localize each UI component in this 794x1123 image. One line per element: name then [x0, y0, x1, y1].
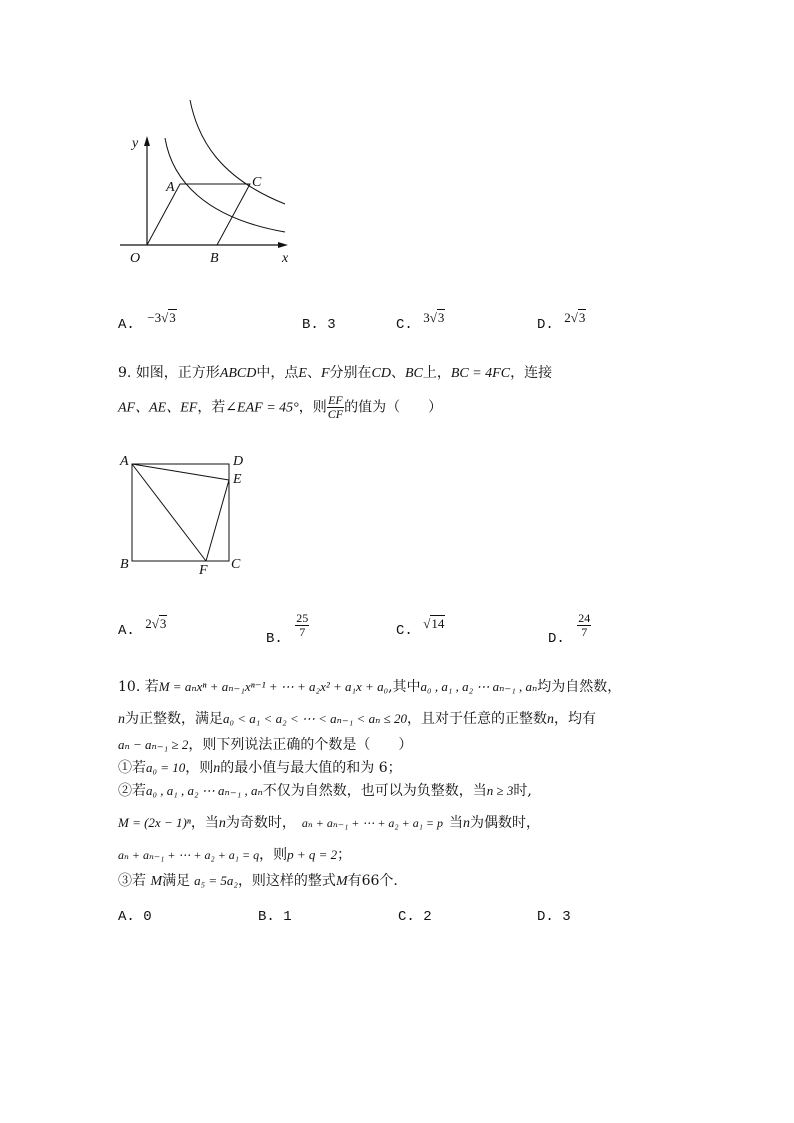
q10-option-letter: D.	[537, 909, 554, 925]
q8-option-letter: C.	[396, 317, 413, 333]
q10-text: 满足	[162, 873, 191, 889]
q9-frac-den: CF	[327, 407, 344, 421]
q10-text: ，均有	[553, 711, 596, 727]
q9-b-num: 25	[296, 611, 309, 625]
q10-text: 为奇数时，	[225, 815, 296, 831]
q8-x-arrow	[278, 242, 288, 248]
q10-n: n	[462, 816, 470, 831]
q10-text: ②若	[118, 783, 146, 799]
q9-text: 如图，正方形	[135, 365, 220, 381]
q9-option-letter: B.	[266, 630, 283, 647]
q9-a-coef: 2	[145, 616, 152, 631]
q10-text: 不仅为自然数，也可以为负整数，当	[262, 783, 487, 799]
q9-point-f: F	[320, 366, 330, 381]
q10-option-c[interactable]	[398, 909, 432, 925]
q8-y-label: y	[132, 136, 139, 151]
q8-a-radicand: 3	[169, 310, 176, 325]
q8-b-value: 3	[327, 317, 336, 333]
q10-text: ①若	[118, 760, 146, 776]
q10-c-value: 2	[423, 909, 432, 925]
q10-statement-2b	[118, 812, 540, 832]
q8-b-label: B	[210, 251, 219, 266]
q9-text: 、	[306, 365, 321, 381]
q9-b-den: 7	[299, 625, 306, 639]
q9-d-num: 24	[578, 611, 591, 625]
q9-segments: AF、AE、EF	[118, 400, 198, 416]
q10-s3-condition: a₅ = 5a₂	[194, 873, 238, 888]
q9-figure	[112, 450, 262, 580]
q8-a-coef: −3	[147, 310, 162, 325]
q10-line3	[118, 734, 412, 754]
q8-x-label: x	[282, 251, 289, 266]
q10-text: 均为自然数，	[537, 679, 622, 695]
q10-m: M	[150, 874, 163, 889]
q9-option-letter: A.	[118, 623, 135, 639]
q9-text: ，连接	[510, 365, 553, 381]
q10-number: 10.	[118, 679, 141, 695]
q9-c-radicand: 14	[431, 616, 445, 631]
q9-number: 9.	[118, 365, 132, 381]
q9-text: ，若∠	[197, 399, 238, 416]
q8-parallelogram	[147, 184, 250, 245]
q10-line2	[118, 708, 596, 728]
q10-text: ，则	[185, 760, 214, 776]
q10-text: 时,	[513, 783, 532, 799]
q9-label-c: C	[231, 557, 241, 572]
q10-s2-q: aₙ + aₙ₋₁ + ⋯ + a₂ + a₁ = q	[118, 848, 260, 862]
q8-c-label: C	[252, 175, 262, 190]
q8-outer-curve	[190, 100, 285, 204]
q9-d-den: 7	[581, 625, 588, 639]
q8-c-radicand: 3	[437, 310, 445, 325]
q8-inner-curve	[165, 138, 285, 232]
q9-text: 、	[390, 365, 405, 381]
q9-square	[132, 464, 229, 561]
q10-text: ，当	[190, 815, 219, 831]
q8-a-label: A	[166, 180, 175, 195]
q9-text: 中，点	[256, 365, 299, 381]
q10-text: 的最小值与最大值的和为 6；	[220, 760, 402, 776]
q9-fraction	[327, 394, 344, 421]
q9-segment-ae	[132, 464, 229, 480]
q9-angle: EAF = 45°	[237, 400, 299, 416]
q9-segment-ef	[206, 480, 229, 561]
q10-text: ，且对于任意的正整数	[406, 711, 547, 727]
q10-s2-condition: n ≥ 3	[486, 783, 514, 798]
q10-n: n	[546, 712, 554, 727]
q9-line2	[118, 394, 442, 421]
q9-label-b: B	[120, 557, 129, 572]
q8-option-letter: A.	[118, 317, 135, 333]
q10-option-letter: A.	[118, 909, 135, 925]
q10-b-value: 1	[283, 909, 292, 925]
q9-label-d: D	[233, 454, 244, 469]
q10-statement-2a	[118, 780, 532, 800]
q10-option-letter: B.	[258, 909, 275, 925]
q9-text: 上，	[422, 365, 451, 381]
q9-square-name: ABCD	[219, 366, 257, 381]
q9-option-d[interactable]	[548, 611, 591, 647]
q9-option-b[interactable]	[266, 611, 309, 647]
q10-n: n	[118, 712, 125, 727]
q9-option-letter: D.	[548, 630, 565, 647]
q9-frac-num: EF	[328, 393, 343, 407]
q9-option-letter: C.	[396, 623, 413, 639]
q10-text: 有66个.	[347, 873, 398, 889]
q10-polynomial: M = aₙxⁿ + aₙ₋₁xⁿ⁻¹ + ⋯ + a₂x² + a₁x + a₀	[158, 679, 389, 694]
q10-option-d[interactable]	[537, 909, 571, 925]
q8-option-letter: D.	[537, 317, 554, 333]
q9-label-f: F	[199, 563, 208, 578]
q8-d-coef: 2	[564, 310, 571, 325]
q10-a-value: 0	[143, 909, 152, 925]
q10-statement-2c	[118, 844, 351, 864]
q10-s2-sum: p + q = 2	[287, 847, 338, 862]
q9-text: 的值为（ ）	[344, 399, 443, 416]
q10-s2-p: aₙ + aₙ₋₁ + ⋯ + a₂ + a₁ = p	[301, 816, 443, 830]
q8-c-coef: 3	[423, 310, 430, 325]
q8-option-letter: B.	[302, 317, 319, 333]
q10-option-a[interactable]	[118, 909, 152, 925]
q10-s2-m: M = (2x − 1)ⁿ	[118, 815, 191, 830]
q8-graph	[110, 100, 310, 270]
q10-text: ③若	[118, 873, 151, 889]
q10-inequality: a₀ < a₁ < a₂ < ⋯ < aₙ₋₁ < aₙ ≤ 20	[223, 711, 407, 726]
q10-text: ，则这样的整式	[237, 873, 336, 889]
q9-seg-bc: BC	[404, 366, 423, 381]
q10-text: ，则下列说法正确的个数是（ ）	[188, 737, 413, 753]
q8-o-label: O	[130, 251, 141, 266]
q10-text: 当	[448, 815, 463, 831]
q10-difference: aₙ − aₙ₋₁ ≥ 2	[118, 737, 189, 752]
q8-option-d[interactable]: D. 2√3	[537, 310, 586, 333]
q8-d-radicand: 3	[578, 310, 586, 325]
q9-a-radicand: 3	[159, 616, 167, 631]
q10-coeffs: a₀ , a₁ , a₂ ⋯ aₙ₋₁ , aₙ	[420, 679, 538, 694]
q9-label-a: A	[120, 454, 129, 469]
q9-relation: BC = 4FC	[450, 366, 511, 381]
q8-option-c[interactable]: C. 3√3	[396, 310, 445, 333]
q9-label-e: E	[233, 472, 242, 487]
q8-option-b[interactable]	[302, 316, 336, 333]
q8-y-arrow	[144, 136, 150, 146]
q10-statement-1	[118, 757, 402, 777]
q9-point-e: E	[298, 366, 307, 381]
q9-option-a[interactable]: A. 2√3	[118, 616, 167, 639]
q9-segment-af	[132, 464, 206, 561]
q10-n: n	[218, 816, 226, 831]
q10-d-value: 3	[562, 909, 571, 925]
q10-n: n	[213, 761, 221, 776]
q10-option-b[interactable]	[258, 909, 292, 925]
q10-text: ,其中	[388, 679, 421, 695]
q10-text: 若	[144, 679, 159, 695]
q10-text: ；	[337, 847, 352, 863]
q9-option-c[interactable]: C. √14	[396, 616, 445, 639]
q10-s2-coeffs: a₀ , a₁ , a₂ ⋯ aₙ₋₁ , aₙ	[146, 783, 263, 798]
q10-option-letter: C.	[398, 909, 415, 925]
q10-text: 为正整数，满足	[125, 711, 223, 727]
q9-text: 分别在	[329, 365, 372, 381]
q10-statement-3	[118, 870, 398, 890]
q9-seg-cd: CD	[371, 366, 391, 381]
q10-text: 为偶数时，	[469, 815, 540, 831]
q9-text: ，则	[298, 399, 327, 416]
q10-s1-condition: a₀ = 10	[146, 760, 186, 775]
q9-line1	[118, 362, 552, 382]
q10-m: M	[335, 874, 348, 889]
q10-text: ，则	[259, 847, 288, 863]
q8-option-a[interactable]: A. −3√3	[118, 310, 176, 333]
q10-line1	[118, 676, 621, 696]
